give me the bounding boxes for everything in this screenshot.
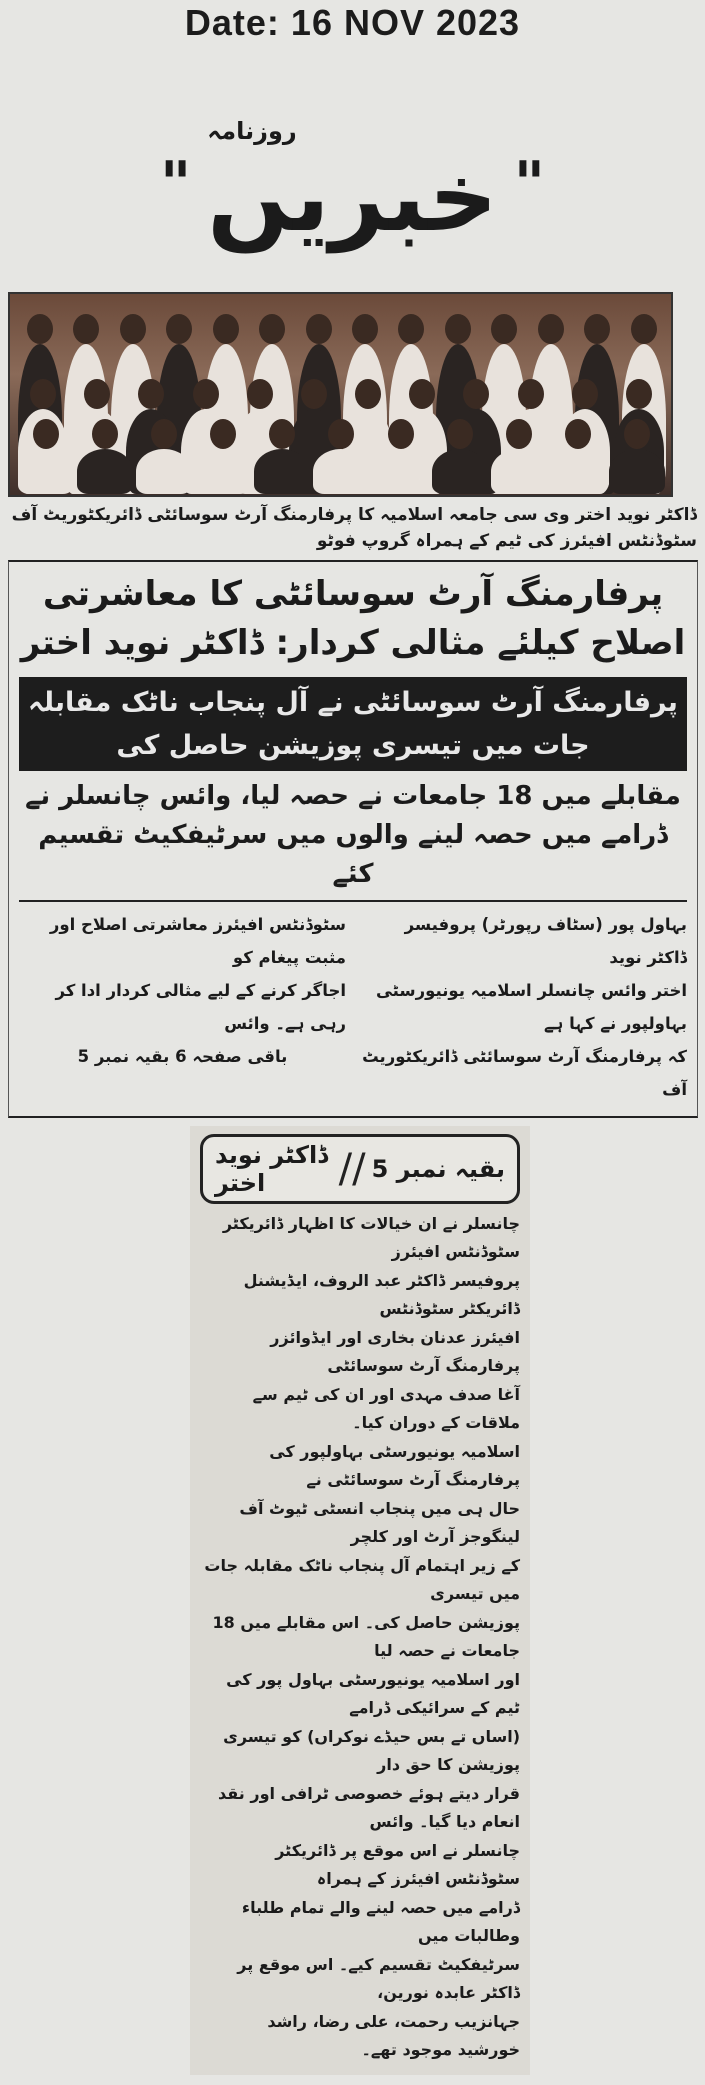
- photo-person: [136, 449, 192, 494]
- photo-person-head: [624, 419, 650, 449]
- photo-person-head: [626, 379, 652, 409]
- divider: [19, 900, 687, 902]
- text-line: افیئرز عدنان بخاری اور ایڈوائزر پرفارمنگ آرٹ سوسائٹی: [270, 1327, 520, 1376]
- subheadline-band: پرفارمنگ آرٹ سوسائٹی نے آل پنجاب ناٹک مقابلہ جات میں تیسری پوزیشن حاصل کی: [19, 677, 687, 771]
- photo-person-head: [388, 419, 414, 449]
- text-line: جہانزیب رحمت، علی رضا، راشد خورشید موجود تھے۔: [267, 2011, 520, 2060]
- text-line: قرار دیتے ہوئے خصوصی ٹرافی اور نقد انعام دیا گیا۔ وائس: [218, 1783, 520, 1832]
- text-line: اختر وائس چانسلر اسلامیہ یونیورسٹی بہاولپور نے کہا ہے: [375, 980, 687, 1033]
- text-line: کے زیر اہتمام آل پنجاب ناٹک مقابلہ جات میں تیسری: [204, 1555, 520, 1604]
- article-column-right: [360, 908, 687, 1106]
- text-line: پوزیشن حاصل کی۔ اس مقابلے میں 18 جامعات نے حصہ لیا: [212, 1612, 520, 1661]
- photo-person-head: [151, 419, 177, 449]
- subheadline: مقابلے میں 18 جامعات نے حصہ لیا، وائس چانسلر نے ڈرامے میں حصہ لینے والوں میں سرٹیفکیٹ تقسیم کئے: [25, 780, 681, 889]
- text-line: ڈرامے میں حصہ لینے والے تمام طلباء وطالبات میں: [241, 1897, 520, 1946]
- photo-person-head: [572, 379, 598, 409]
- photo-person-head: [166, 314, 192, 344]
- masthead-title-group: [207, 117, 498, 254]
- group-photo: [8, 292, 673, 497]
- photo-person-head: [409, 379, 435, 409]
- photo-person: [254, 449, 310, 494]
- photo-person-head: [355, 379, 381, 409]
- photo-person-head: [352, 314, 378, 344]
- continuation-body: [200, 1210, 520, 2065]
- continuation-label: بقیہ نمبر 5: [371, 1154, 505, 1183]
- photo-person-head: [398, 314, 424, 344]
- photo-person-head: [584, 314, 610, 344]
- photo-person-head: [193, 379, 219, 409]
- photo-person-head: [92, 419, 118, 449]
- masthead-prefix: روزنامہ: [207, 117, 297, 146]
- continuation-title: ڈاکٹر نوید اختر: [215, 1140, 328, 1197]
- photo-person-head: [30, 379, 56, 409]
- masthead: [143, 84, 563, 284]
- photo-person: [373, 449, 429, 494]
- photo-person: [550, 449, 606, 494]
- photo-person-head: [213, 314, 239, 344]
- photo-person: [491, 449, 547, 494]
- news-article: [8, 560, 698, 1118]
- article-columns: [19, 908, 687, 1106]
- masthead-name: خبریں: [207, 141, 498, 254]
- photo-person: [18, 449, 74, 494]
- photo-person-head: [518, 379, 544, 409]
- text-line: کہ پرفارمنگ آرٹ سوسائٹی ڈائریکٹوریٹ آف: [362, 1046, 687, 1099]
- text-line: چانسلر نے اس موقع پر ڈائریکٹر سٹوڈنٹس افیئرز کے ہمراہ: [275, 1840, 520, 1889]
- photo-person: [195, 449, 251, 494]
- text-line: سرٹیفکیٹ تقسیم کیے۔ اس موقع پر ڈاکٹر عابدہ نورین،: [237, 1954, 520, 2003]
- continued-note: باقی صفحہ 6 بقیہ نمبر 5: [77, 1046, 288, 1066]
- photo-person-head: [538, 314, 564, 344]
- headline: پرفارمنگ آرٹ سوسائٹی کا معاشرتی اصلاح کیلئے مثالی کردار: ڈاکٹر نوید اختر: [20, 574, 686, 664]
- double-slash-divider: //: [338, 1145, 366, 1192]
- photo-person-head: [565, 419, 591, 449]
- text-line: (اساں تے بس حیڈے نوکراں) کو تیسری پوزیشن کا حق دار: [223, 1726, 520, 1775]
- photo-person: [77, 449, 133, 494]
- photo-caption: ڈاکٹر نوید اختر وی سی جامعہ اسلامیہ کا پرفارمنگ آرٹ سوسائٹی ڈائریکٹوریٹ آف سٹوڈنٹس افیئرز کی ٹیم کے ہمراہ گروپ فوٹو: [11, 505, 697, 551]
- photo-person: [609, 449, 665, 494]
- photo-person-head: [84, 379, 110, 409]
- text-line: چانسلر نے ان خیالات کا اظہار ڈائریکٹر سٹوڈنٹس افیئرز: [222, 1213, 520, 1262]
- photo-person-head: [631, 314, 657, 344]
- photo-person-head: [247, 379, 273, 409]
- text-line: حال ہی میں پنجاب انسٹی ٹیوٹ آف لینگوجز آرٹ اور کلچر: [239, 1498, 520, 1547]
- photo-person-head: [27, 314, 53, 344]
- photo-person-head: [445, 314, 471, 344]
- text-line: اسلامیہ یونیورسٹی بہاولپور کی پرفارمنگ آرٹ سوسائٹی نے: [269, 1441, 520, 1490]
- quote-open: ": [159, 149, 192, 219]
- text-line: آغا صدف مہدی اور ان کی ٹیم سے ملاقات کے دوران کیا۔: [252, 1384, 520, 1433]
- photo-person-head: [306, 314, 332, 344]
- text-line: اجاگر کرنے کے لیے مثالی کردار ادا کر رہی ہے۔ وائس: [55, 980, 346, 1033]
- photo-person-head: [447, 419, 473, 449]
- photo-person: [432, 449, 488, 494]
- photo-person-head: [491, 314, 517, 344]
- quote-close: ": [513, 149, 546, 219]
- photo-person-head: [120, 314, 146, 344]
- continuation-section: [190, 1126, 530, 2075]
- text-line: اور اسلامیہ یونیورسٹی بہاول پور کی ٹیم کے سرائیکی ڈرامے: [226, 1669, 520, 1718]
- date-line: Date: 16 NOV 2023: [184, 2, 521, 43]
- photo-person-head: [301, 379, 327, 409]
- photo-person-head: [506, 419, 532, 449]
- photo-person: [313, 449, 369, 494]
- photo-person-head: [33, 419, 59, 449]
- article-column-left: [19, 908, 346, 1106]
- text-line: بہاول پور (سٹاف رپورٹر) پروفیسر ڈاکٹر نوید: [404, 914, 687, 967]
- photo-person-head: [73, 314, 99, 344]
- text-line: پروفیسر ڈاکٹر عبد الروف، ایڈیشنل ڈائریکٹر سٹوڈنٹس: [243, 1270, 520, 1319]
- photo-person-head: [259, 314, 285, 344]
- continuation-header: [200, 1134, 520, 1204]
- text-line: سٹوڈنٹس افیئرز معاشرتی اصلاح اور مثبت پیغام کو: [49, 914, 346, 967]
